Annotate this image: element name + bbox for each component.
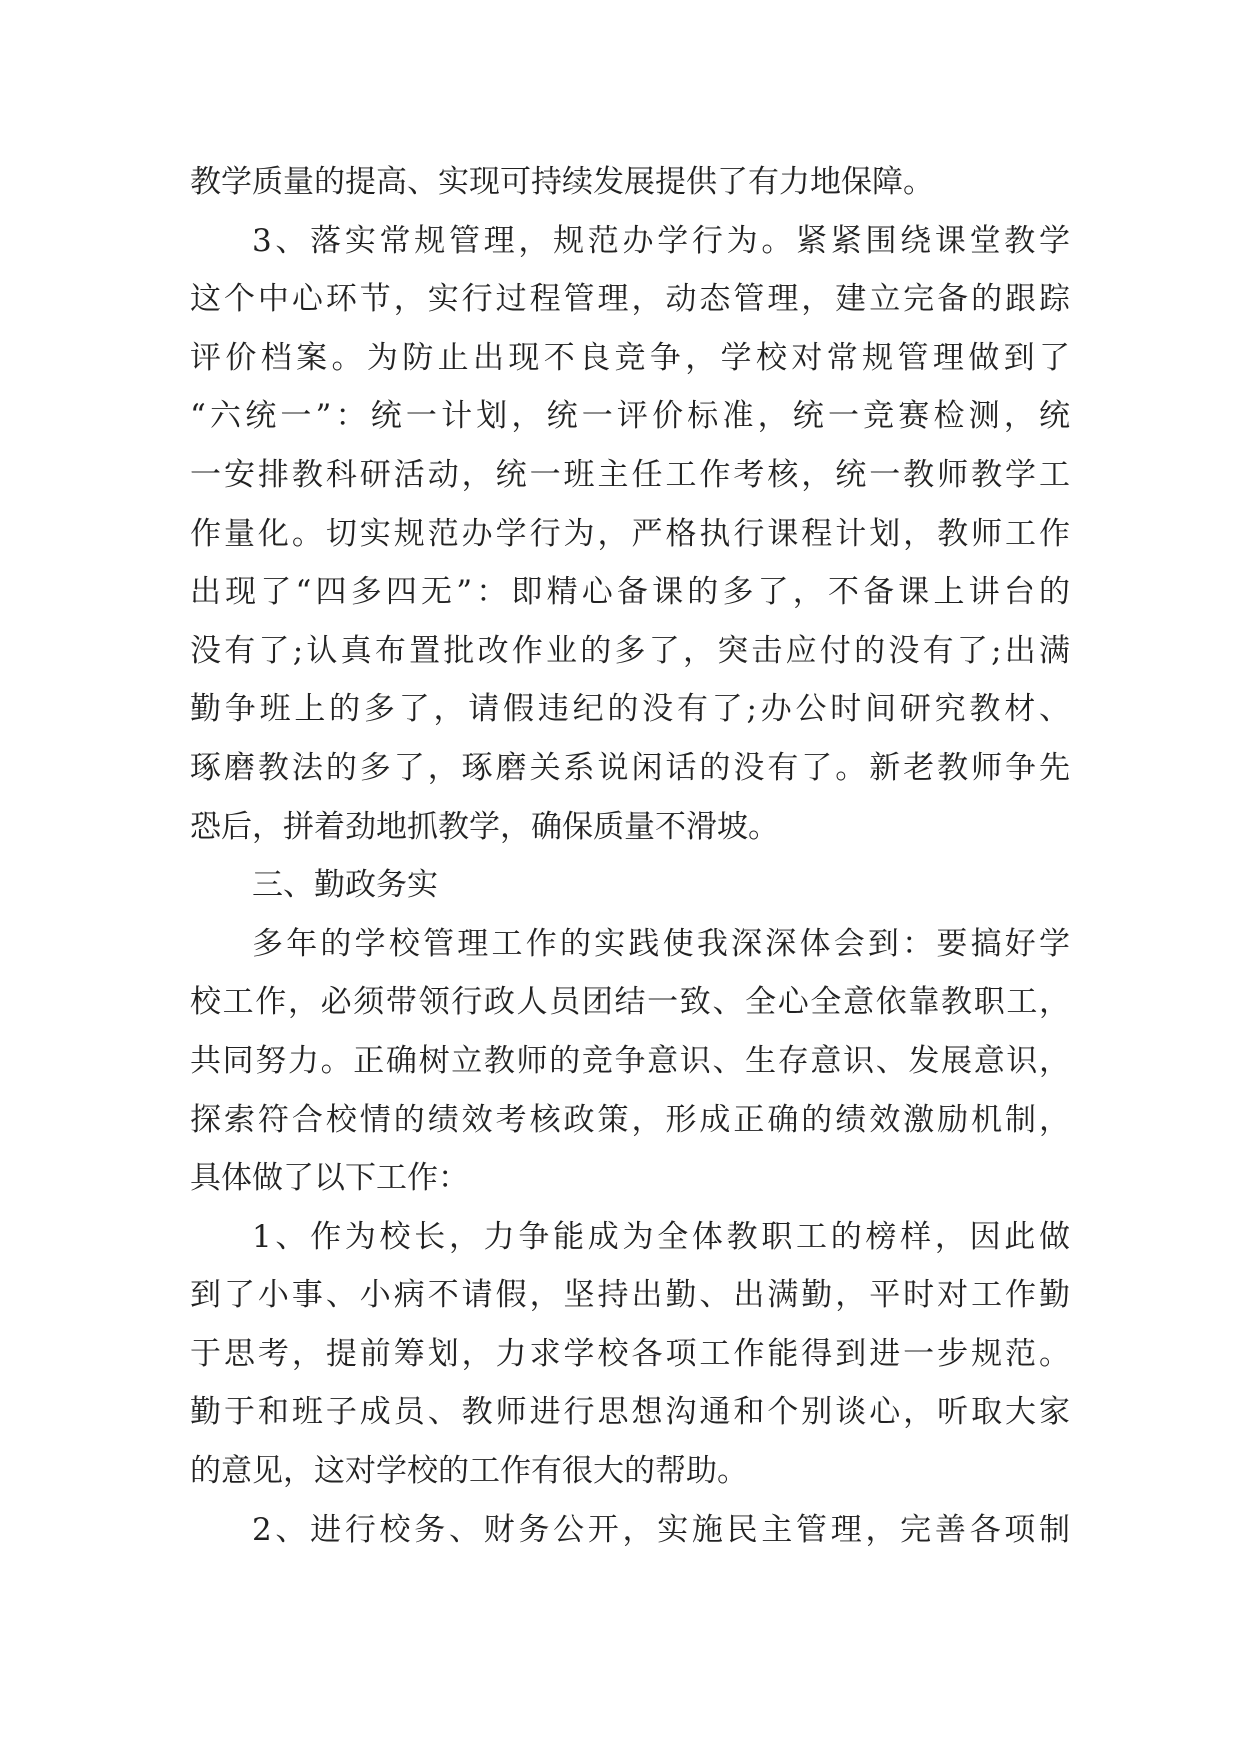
text-line: 勤争班上的多了，请假违纪的没有了;办公时间研究教材、 xyxy=(190,691,1070,728)
text-line: 一安排教科研活动，统一班主任工作考核，统一教师教学工 xyxy=(190,456,1070,493)
text-line: 共同努力。正确树立教师的竞争意识、生存意识、发展意识， xyxy=(190,1042,1070,1079)
text-line: 3、落实常规管理，规范办学行为。紧紧围绕课堂教学 xyxy=(252,222,1070,259)
text-line: 这个中心环节，实行过程管理，动态管理，建立完备的跟踪 xyxy=(190,281,1070,318)
text-line: 具体做了以下工作： xyxy=(190,1160,469,1197)
text-line: 多年的学校管理工作的实践使我深深体会到：要搞好学 xyxy=(252,925,1070,962)
text-line: 没有了;认真布置批改作业的多了，突击应付的没有了;出满 xyxy=(190,632,1070,669)
text-line: 三、勤政务实 xyxy=(252,867,438,904)
text-line: “六统一”：统一计划，统一评价标准，统一竞赛检测，统 xyxy=(190,398,1070,435)
text-line: 教学质量的提高、实现可持续发展提供了有力地保障。 xyxy=(190,164,934,200)
text-line: 勤于和班子成员、教师进行思想沟通和个别谈心，听取大家 xyxy=(190,1394,1070,1431)
text-line: 于思考，提前筹划，力求学校各项工作能得到进一步规范。 xyxy=(190,1335,1070,1372)
body-text xyxy=(190,153,1070,1559)
text-line: 1、作为校长，力争能成为全体教职工的榜样，因此做 xyxy=(252,1218,1070,1255)
text-line: 恐后，拼着劲地抓教学，确保质量不滑坡。 xyxy=(190,808,779,845)
text-line: 探索符合校情的绩效考核政策，形成正确的绩效激励机制， xyxy=(190,1101,1070,1138)
text-line: 琢磨教法的多了，琢磨关系说闲话的没有了。新老教师争先 xyxy=(190,749,1070,786)
text-line: 作量化。切实规范办学行为，严格执行课程计划，教师工作 xyxy=(190,515,1070,552)
text-line: 出现了“四多四无”：即精心备课的多了，不备课上讲台的 xyxy=(190,574,1070,611)
text-line: 校工作，必须带领行政人员团结一致、全心全意依靠教职工， xyxy=(190,984,1070,1021)
text-line: 评价档案。为防止出现不良竞争，学校对常规管理做到了 xyxy=(190,339,1070,376)
text-line: 2、进行校务、财务公开，实施民主管理，完善各项制 xyxy=(252,1511,1070,1548)
text-line: 到了小事、小病不请假，坚持出勤、出满勤，平时对工作勤 xyxy=(190,1277,1070,1314)
text-line: 的意见，这对学校的工作有很大的帮助。 xyxy=(190,1453,748,1490)
